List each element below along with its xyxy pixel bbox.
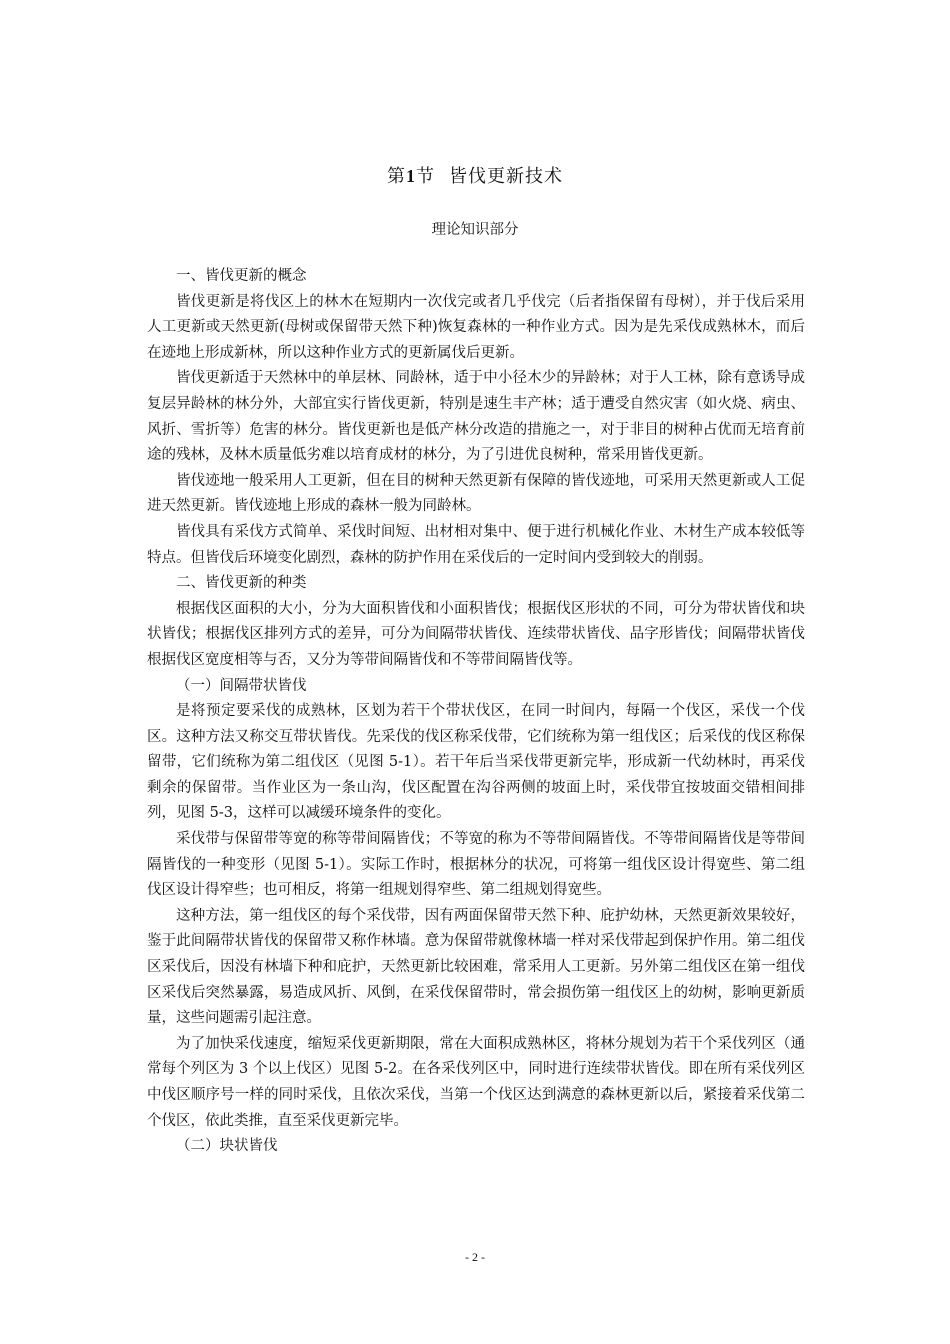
section-title-text: 皆伐更新技术 [449,166,563,187]
section-title [0,162,950,188]
subheading-block: （二）块状皆伐 [176,1138,278,1155]
heading-types: 二、皆伐更新的种类 [176,575,307,592]
paragraph: 为了加快采伐速度，缩短采伐更新期限，常在大面积成熟林区，将林分规划为若干个采伐列区（通常每个列区为 3 个以上伐区）见图 5-2。在各采伐列区中，同时进行连续带状皆伐。即在所有采伐列区中伐区顺序号一样的同时采伐，且依次采伐，当第一个伐区达到满意的森林更新以后，紧接着采伐第二个伐区，依此类推，直至采伐更新完毕。 [147,1035,805,1129]
body-text [147,264,805,1160]
page-number: - 2 - [465,1250,485,1264]
paragraph: 皆伐具有采伐方式简单、采伐时间短、出材相对集中、便于进行机械化作业、木材生产成本较低等特点。但皆伐后环境变化剧烈，森林的防护作用在采伐后的一定时间内受到较大的削弱。 [147,523,805,566]
paragraph: 皆伐更新是将伐区上的林木在短期内一次伐完或者几乎伐完（后者指保留有母树），并于伐后采用人工更新或天然更新(母树或保留带天然下种)恢复森林的一种作业方式。因为是先采伐成熟林木，而后在迹地上形成新林，所以这种作业方式的更新属伐后更新。 [147,293,805,361]
paragraph: 是将预定要采伐的成熟林，区划为若干个带状伐区，在同一时间内，每隔一个伐区，采伐一个伐区。这种方法又称交互带状皆伐。先采伐的伐区称采伐带，它们统称为第一组伐区；后采伐的伐区称保留带，它们统称为第二组伐区（见图 5-1）。若干年后当采伐带更新完毕，形成新一代幼林时，再采伐剩余的保留带。当作业区为一条山沟，伐区配置在沟谷两侧的坡面上时，采伐带宜按坡面交错相间排列，见图 5-3，这样可以减缓环境条件的变化。 [147,703,805,822]
subheading-interval-strip: （一）间隔带状皆伐 [176,677,307,694]
section-number: 1 [406,166,416,186]
paragraph: 根据伐区面积的大小，分为大面积皆伐和小面积皆伐；根据伐区形状的不同，可分为带状皆伐和块状皆伐；根据伐区排列方式的差异，可分为间隔带状皆伐、连续带状皆伐、品字形皆伐；间隔带状皆伐根据伐区宽度相等与否，又分为等带间隔皆伐和不等带间隔皆伐等。 [147,600,805,668]
subtitle: 理论知识部分 [431,222,519,238]
paragraph: 这种方法，第一组伐区的每个采伐带，因有两面保留带天然下种、庇护幼林，天然更新效果较好，鉴于此间隔带状皆伐的保留带又称作林墙。意为保留带就像林墙一样对采伐带起到保护作用。第二组伐区采伐后，因没有林墙下种和庇护，天然更新比较困难，常采用人工更新。另外第二组伐区在第一组伐区采伐后突然暴露，易造成风折、风倒，在采伐保留带时，常会损伤第一组伐区上的幼树，影响更新质量，这些问题需引起注意。 [147,907,805,1027]
section-title-suffix: 节 [416,166,435,187]
section-title-prefix: 第 [387,166,406,187]
heading-concept: 一、皆伐更新的概念 [176,268,307,284]
paragraph: 皆伐更新适于天然林中的单层林、同龄林，适于中小径木少的异龄林；对于人工林，除有意诱导成复层异龄林的林分外，大部宜实行皆伐更新，特别是速生丰产林；适于遭受自然灾害（如火烧、病虫、风折、雪折等）危害的林分。皆伐更新也是低产林分改造的措施之一，对于非目的树种占优而无培育前途的残林，及林木质量低劣难以培育成材的林分，为了引进优良树种，常采用皆伐更新。 [147,370,805,464]
paragraph: 皆伐迹地一般采用人工更新，但在目的树种天然更新有保障的皆伐迹地，可采用天然更新或人工促进天然更新。皆伐迹地上形成的森林一般为同龄林。 [147,472,805,515]
paragraph: 采伐带与保留带等宽的称等带间隔皆伐；不等宽的称为不等带间隔皆伐。不等带间隔皆伐是等带间隔皆伐的一种变形（见图 5-1）。实际工作时，根据林分的状况，可将第一组伐区设计得宽些、第二组伐区设计得窄些；也可相反，将第一组规划得窄些、第二组规划得宽些。 [147,831,805,899]
